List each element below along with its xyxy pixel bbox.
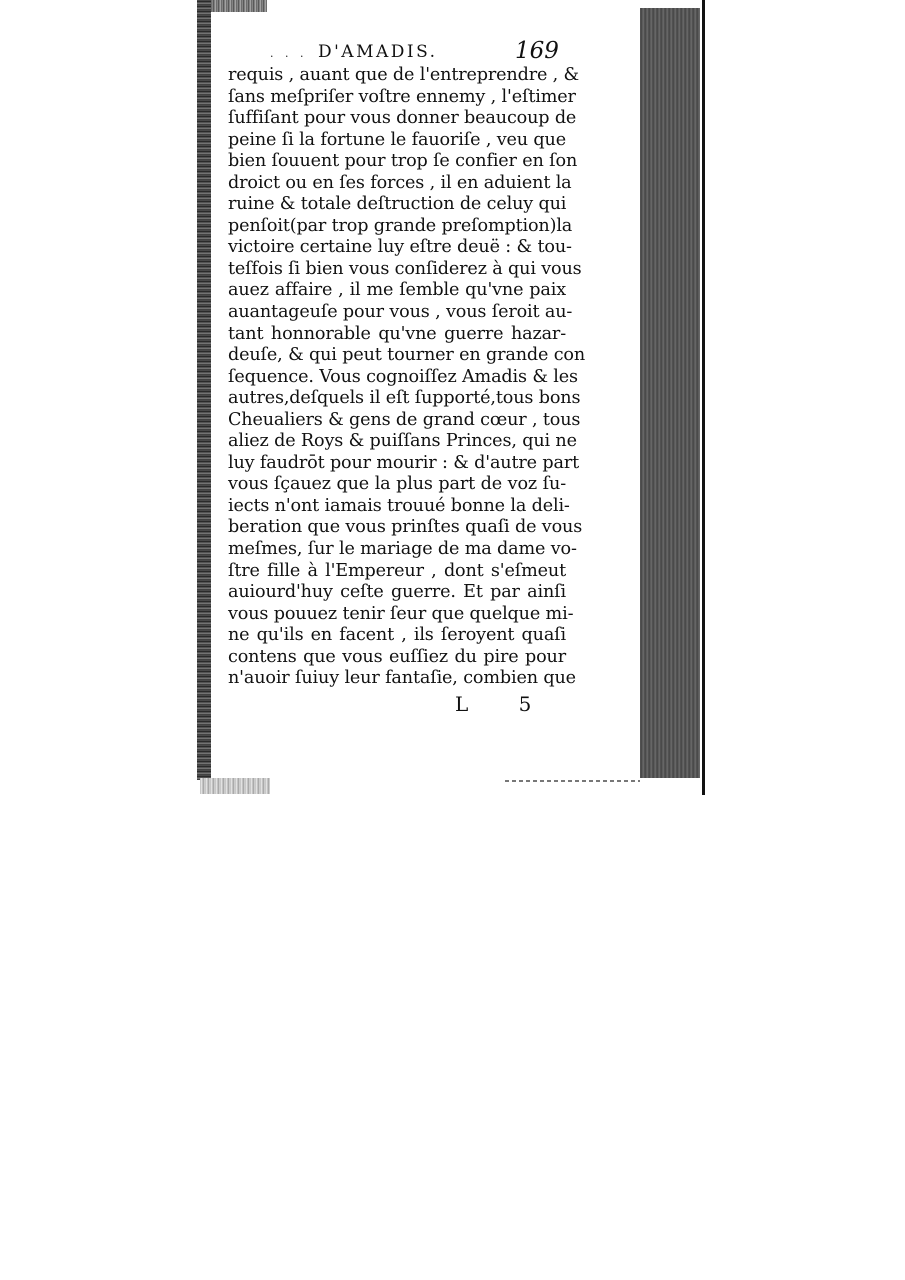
book-gutter [197,0,211,780]
book-bottom-edge [200,778,270,794]
text-line: contens que vous euſſiez du pire pour [228,646,566,667]
page-number: 169 [515,38,559,64]
text-line: tant honnorable qu'vne guerre hazar- [228,323,566,344]
text-line: penſoit(par trop grande preſomption)la [228,215,573,236]
text-line: droict ou en ſes forces , il en aduient la [228,172,572,193]
text-line: auantageuſe pour vous , vous ſeroit au- [228,302,573,323]
text-line: vous pouuez tenir ſeur que quelque mi- [228,603,574,624]
text-line: ſuffiſant pour vous donner beaucoup de [228,108,577,129]
text-line: deuſe, & qui peut tourner en grande con [228,345,586,366]
text-line: n'auoir ſuiuy leur fantaſie, combien que [228,668,576,689]
text-line: bien ſouuent pour trop ſe confier en ſon [228,151,578,172]
header-dots: · · · [270,50,308,63]
text-line: autres,deſquels il eſt ſupporté,tous bons [228,388,581,409]
text-line: ruine & totale deſtruction de celuy qui [228,194,567,215]
text-line: aliez de Roys & puiſſans Princes, qui ne [228,431,577,452]
text-line: ſequence. Vous cognoiſſez Amadis & les [228,366,578,387]
text-line: beration que vous prinſtes quaſi de vous [228,517,583,538]
text-line: requis , auant que de l'entreprendre , & [228,65,580,85]
text-line: vous ſçauez que la plus part de voz ſu- [228,474,566,495]
text-line: auiourd'huy ceſte guerre. Et par ainſi [228,582,566,603]
text-line: victoire certaine luy eſtre deuë : & tou- [228,237,572,258]
text-line: ſtre fille à l'Empereur , dont s'eſmeut [228,560,566,581]
text-line: luy faudrōt pour mourir : & d'autre part [228,452,579,473]
text-line: teſfois ſi bien vous conſiderez à qui vous [228,258,582,279]
page-bottom-rule [505,780,640,782]
running-head: D'AMADIS. [318,42,438,62]
text-line: iects n'ont iamais trouué bonne la deli- [228,495,570,516]
book-fore-edge [640,8,700,778]
body-text [228,65,586,690]
text-line: ne qu'ils en facent , ils ſeroyent quaſi [228,625,566,646]
text-line: meſmes, ſur le mariage de ma dame vo- [228,539,577,560]
text-line: peine ſi la fortune le fauoriſe , veu que [228,129,566,150]
text-line: ſans meſpriſer voſtre ennemy , l'eſtimer [228,86,576,107]
text-line: auez affaire , il me ſemble qu'vne paix [228,280,566,301]
signature-mark: L 5 [455,692,554,716]
book-edge-line [702,0,705,795]
text-line: Cheualiers & gens de grand cœur , tous [228,409,581,430]
